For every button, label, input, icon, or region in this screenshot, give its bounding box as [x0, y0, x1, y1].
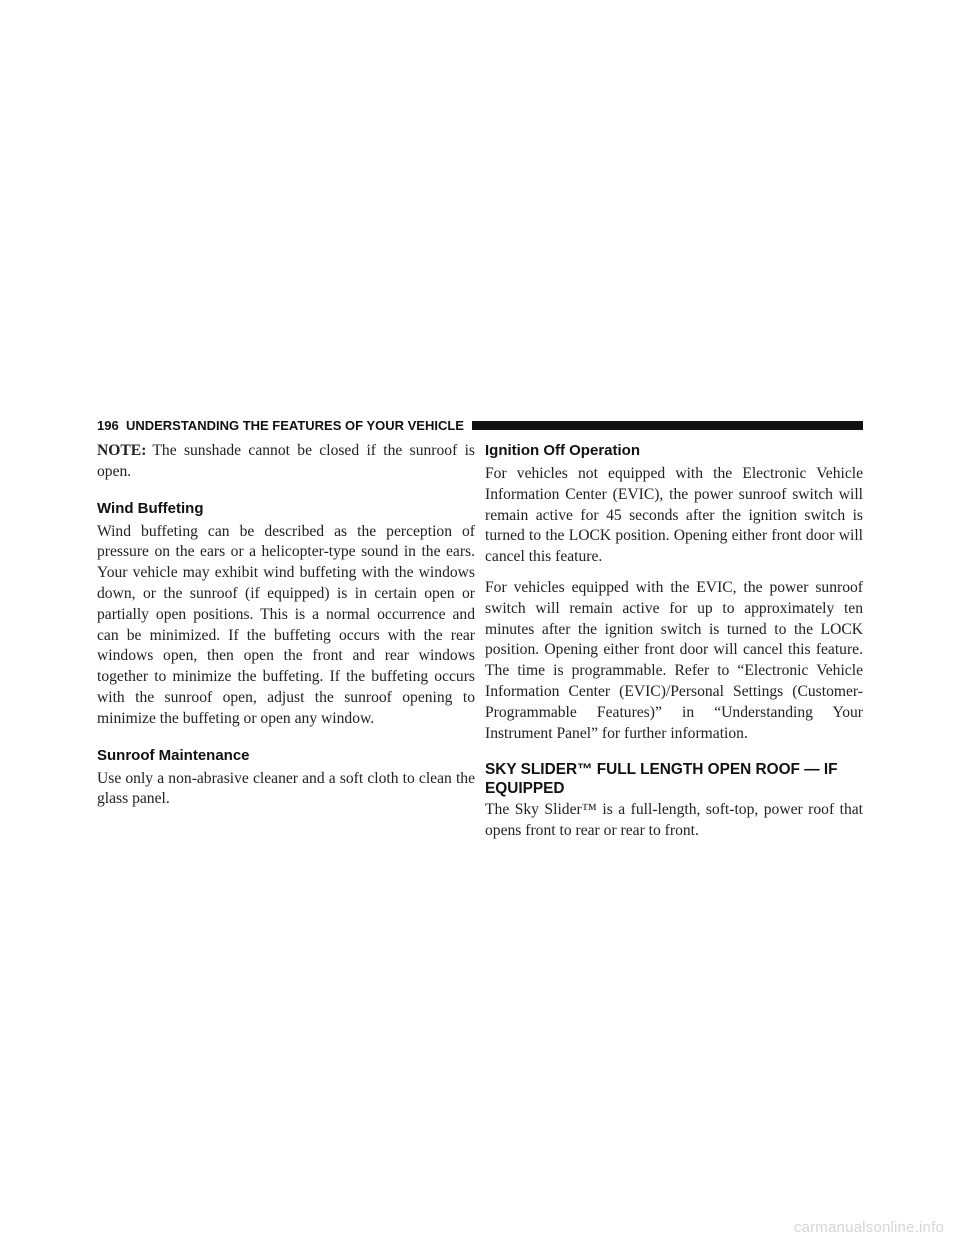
left-column [97, 441, 475, 820]
wind-buffeting-text: Wind buffeting can be described as the perception of pressure on the ears or a helicopter-type sound in the ears. Your vehicle may exhibit wind buffeting with the windows down, or the sunroof (if equipped) is in certain open or partially open positions. This is a normal occurrence and can be minimized. If the buffeting occurs with the rear windows open, then open the front and rear windows together to minimize the buffeting. If the buffeting occurs with the sunroof open, adjust the sunroof opening to minimize the buffeting or open any window. [97, 522, 475, 727]
sunroof-maintenance-heading: Sunroof Maintenance [97, 746, 250, 764]
page-header-text [97, 418, 472, 433]
sky-slider-text: The Sky Slider™ is a full-length, soft-top, power roof that opens front to rear or rear to front. [485, 801, 863, 840]
watermark: carmanualsonline.info [793, 1219, 944, 1236]
note-text: The sunshade cannot be closed if the sunroof is open. [97, 442, 475, 480]
header-rule [472, 421, 863, 430]
ignition-off-heading: Ignition Off Operation [485, 442, 640, 459]
note-label: NOTE: [97, 442, 147, 459]
note-paragraph [97, 441, 475, 483]
ignition-off-text-1: For vehicles not equipped with the Electronic Vehicle Information Center (EVIC), the power sunroof switch will remain active for 45 seconds after the ignition switch is turned to the LOCK position. Opening either front door will cancel this feature. [485, 465, 863, 566]
ignition-off-text-2: For vehicles equipped with the EVIC, the power sunroof switch will remain active for up to approximately ten minutes after the ignition switch is turned to the LOCK position. Opening either front door will cancel this feature. The time is programmable. Refer to “Electronic Vehicle Information Center (EVIC)/Personal Settings (Customer-Programmable Features)” in “Understanding Your Instrument Panel” for further information. [485, 578, 863, 742]
wind-buffeting-heading: Wind Buffeting [97, 499, 204, 517]
right-column [485, 441, 863, 852]
page-number: 196 [97, 417, 119, 433]
sunroof-maintenance-text: Use only a non-abrasive cleaner and a soft cloth to clean the glass panel. [97, 769, 475, 808]
chapter-title: UNDERSTANDING THE FEATURES OF YOUR VEHICLE [125, 417, 464, 433]
page-header [97, 417, 863, 433]
sky-slider-heading: SKY SLIDER™ FULL LENGTH OPEN ROOF — IF EQUIPPED [485, 761, 838, 798]
